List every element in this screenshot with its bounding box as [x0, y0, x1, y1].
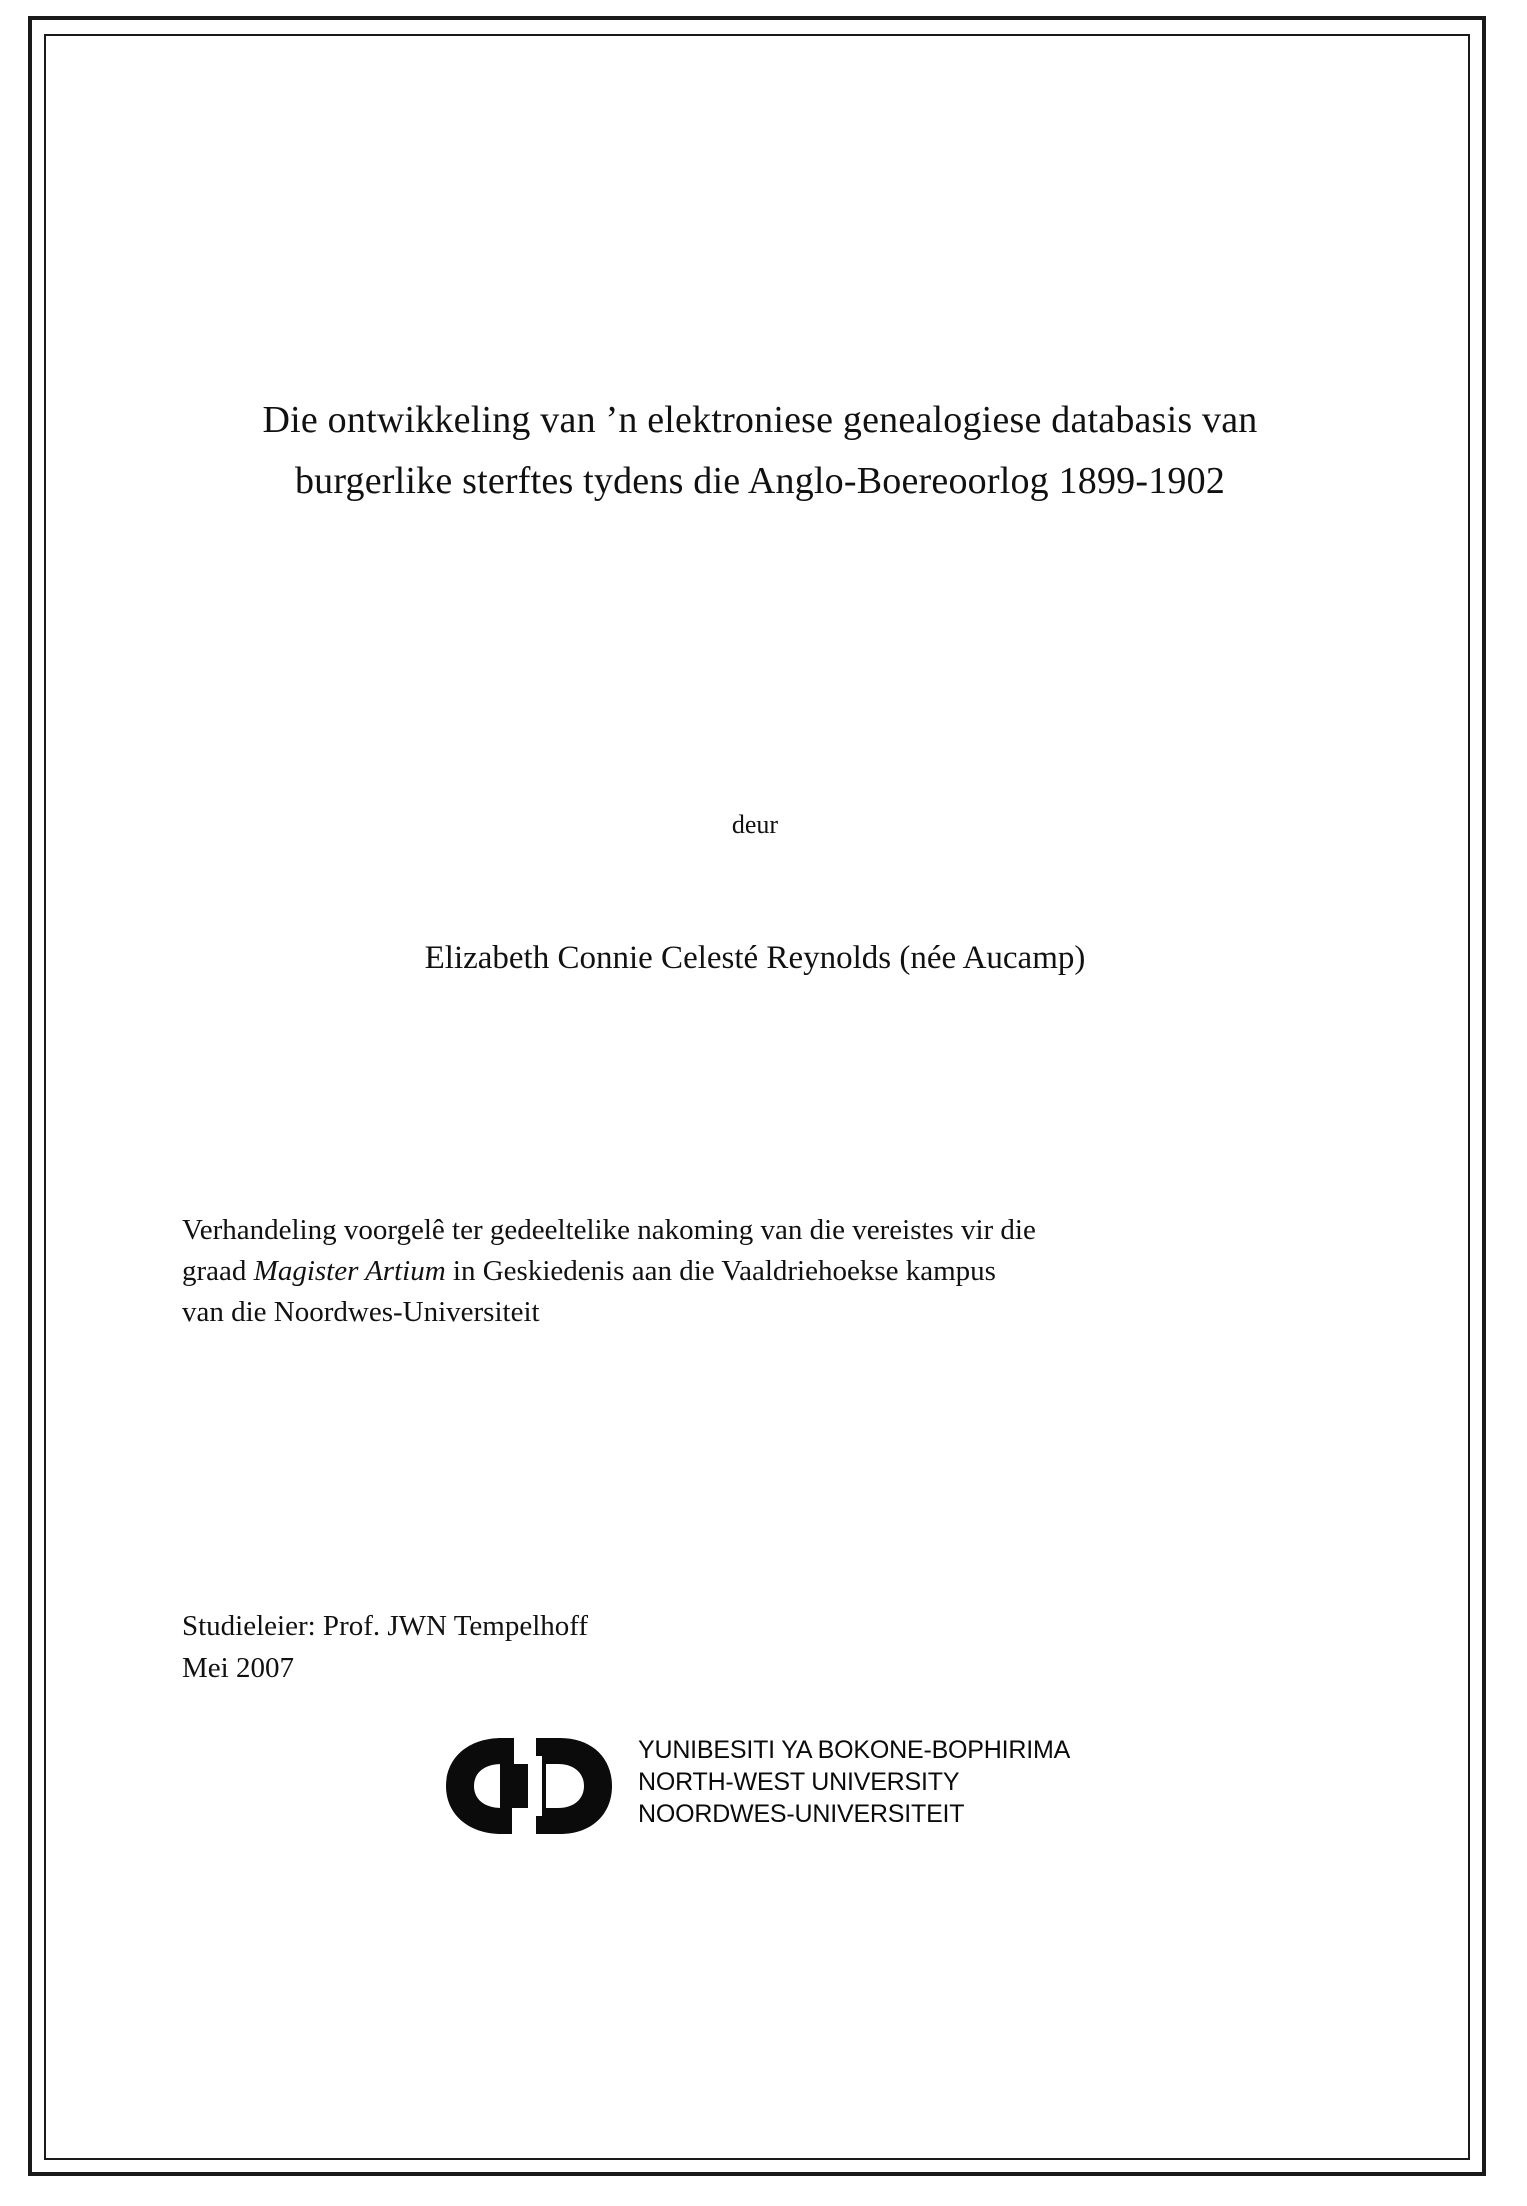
by-word: deur [731, 810, 779, 839]
logo-text [638, 1734, 1070, 1830]
statement-line-3: van die Noordwes-Universiteit [182, 1296, 540, 1329]
title-line-2: burgerlike sterftes tydens die Anglo-Boereoorlog 1899-1902 [294, 459, 1226, 502]
statement-line-2 [182, 1251, 1332, 1292]
logo-line-3: NOORDWES-UNIVERSITEIT [638, 1800, 965, 1828]
logo-line-2: NORTH-WEST UNIVERSITY [638, 1768, 960, 1796]
degree-name: Magister Artium [253, 1255, 446, 1288]
logo-line-1: YUNIBESITI YA BOKONE-BOPHIRIMA [638, 1736, 1071, 1764]
document-title [180, 390, 1340, 512]
statement-line-1: Verhandeling voorgelê ter gedeeltelike nakoming van die vereistes vir die [182, 1214, 1036, 1246]
degree-statement [182, 1210, 1332, 1334]
statement-line-2-prefix: graad [182, 1255, 254, 1288]
supervisor-block [182, 1605, 1082, 1689]
nwu-logo-icon [440, 1734, 630, 1838]
date-line: Mei 2007 [182, 1652, 294, 1685]
page-content [120, 60, 1390, 2140]
statement-line-2-suffix: in Geskiedenis aan die Vaaldriehoekse kampus [445, 1255, 996, 1288]
title-line-1: Die ontwikkeling van ’n elektroniese genealogiese databasis van [262, 399, 1258, 441]
supervisor-line: Studieleier: Prof. JWN Tempelhoff [182, 1610, 589, 1642]
university-logo [440, 1728, 1140, 1848]
author-name: Elizabeth Connie Celesté Reynolds (née Aucamp) [424, 940, 1086, 976]
